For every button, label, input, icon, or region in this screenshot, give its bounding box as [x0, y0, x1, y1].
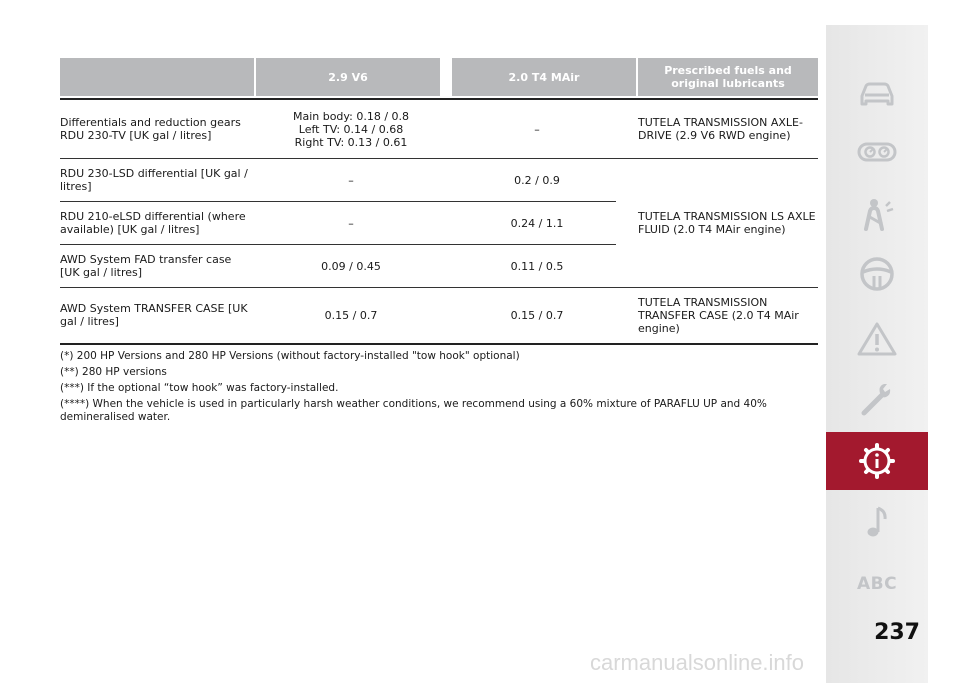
row-t4-value: 0.15 / 0.7: [510, 308, 564, 322]
v6-line: Main body: 0.18 / 0.8: [292, 109, 410, 123]
abc-label: ABC: [856, 574, 898, 594]
table-bottom-rule: [60, 343, 818, 345]
row-lubricant: TUTELA TRANSMISSION TRANSFER CASE (2.0 T4 MAir engine): [638, 295, 799, 335]
row-t4-value: 0.11 / 0.5: [510, 259, 564, 273]
page-number: 237: [874, 620, 920, 645]
header-cell-blank: [60, 58, 254, 96]
row-v6-value: [274, 100, 428, 158]
wrench-icon: [856, 381, 898, 417]
tab-emergency[interactable]: [826, 310, 928, 368]
v6-line: Left TV: 0.14 / 0.68: [298, 122, 404, 136]
row-v6-value: 0.15 / 0.7: [324, 308, 378, 322]
tab-instruments[interactable]: [826, 123, 928, 181]
row-v6-value: –: [348, 216, 354, 230]
row-lubricant: TUTELA TRANSMISSION AXLE-DRIVE (2.9 V6 RWD engine): [638, 116, 803, 142]
row-v6-value: 0.09 / 0.45: [321, 259, 381, 273]
lubricants-table: [60, 58, 818, 335]
row-component: Differentials and reduction gears RDU 230-TV [UK gal / litres]: [60, 116, 241, 142]
tab-car[interactable]: [826, 65, 928, 123]
tab-safety[interactable]: [826, 185, 928, 243]
row-component: RDU 210-eLSD differential (where available) [UK gal / litres]: [60, 210, 246, 236]
row-v6-value: –: [348, 173, 354, 187]
merged-lubricant-cell: TUTELA TRANSMISSION LS AXLE FLUID (2.0 T4 MAir engine): [638, 210, 816, 236]
footnote: (**) 280 HP versions: [60, 366, 167, 378]
row-component: RDU 230-LSD differential [UK gal / litres]: [60, 167, 248, 193]
chapter-sidebar: [826, 25, 928, 683]
table-header: [60, 58, 818, 100]
watermark: carmanualsonline.info: [590, 650, 805, 675]
header-cell-v6: 2.9 V6: [256, 58, 440, 96]
footnotes: [60, 350, 818, 427]
table-row: [60, 288, 818, 342]
tab-multimedia[interactable]: [826, 493, 928, 551]
table-row: [60, 245, 818, 287]
row-component: AWD System TRANSFER CASE [UK gal / litres]: [60, 302, 248, 328]
car-icon: [856, 76, 898, 112]
tab-index[interactable]: [826, 555, 928, 613]
footnote: (***) If the optional “tow hook” was factory-installed.: [60, 382, 339, 394]
tab-technical-data[interactable]: [826, 432, 928, 490]
footnote: (****) When the vehicle is used in particularly harsh weather conditions, we recommend using a 60% mixture of PARAFLU UP and 40% demineralised water.: [60, 398, 767, 423]
tab-driving[interactable]: [826, 245, 928, 303]
header-cell-lubricants: Prescribed fuels and original lubricants: [638, 58, 818, 96]
row-t4-value: 0.24 / 1.1: [510, 216, 564, 230]
header-cell-t4: 2.0 T4 MAir: [452, 58, 636, 96]
v6-line: Right TV: 0.13 / 0.61: [294, 135, 408, 149]
dashboard-gauges-icon: [856, 134, 898, 170]
music-note-icon: [856, 504, 898, 540]
row-t4-value: 0.2 / 0.9: [514, 173, 560, 187]
technical-data-icon: [856, 443, 898, 479]
row-component: AWD System FAD transfer case [UK gal / litres]: [60, 253, 232, 279]
warning-triangle-icon: [856, 321, 898, 357]
tab-maintenance[interactable]: [826, 370, 928, 428]
row-t4-value: –: [534, 122, 540, 136]
table-row: [60, 100, 818, 158]
footnote: (*) 200 HP Versions and 280 HP Versions (without factory-installed "tow hook" optional): [60, 350, 520, 362]
seatbelt-airbag-icon: [856, 196, 898, 232]
steering-wheel-icon: [856, 256, 898, 292]
